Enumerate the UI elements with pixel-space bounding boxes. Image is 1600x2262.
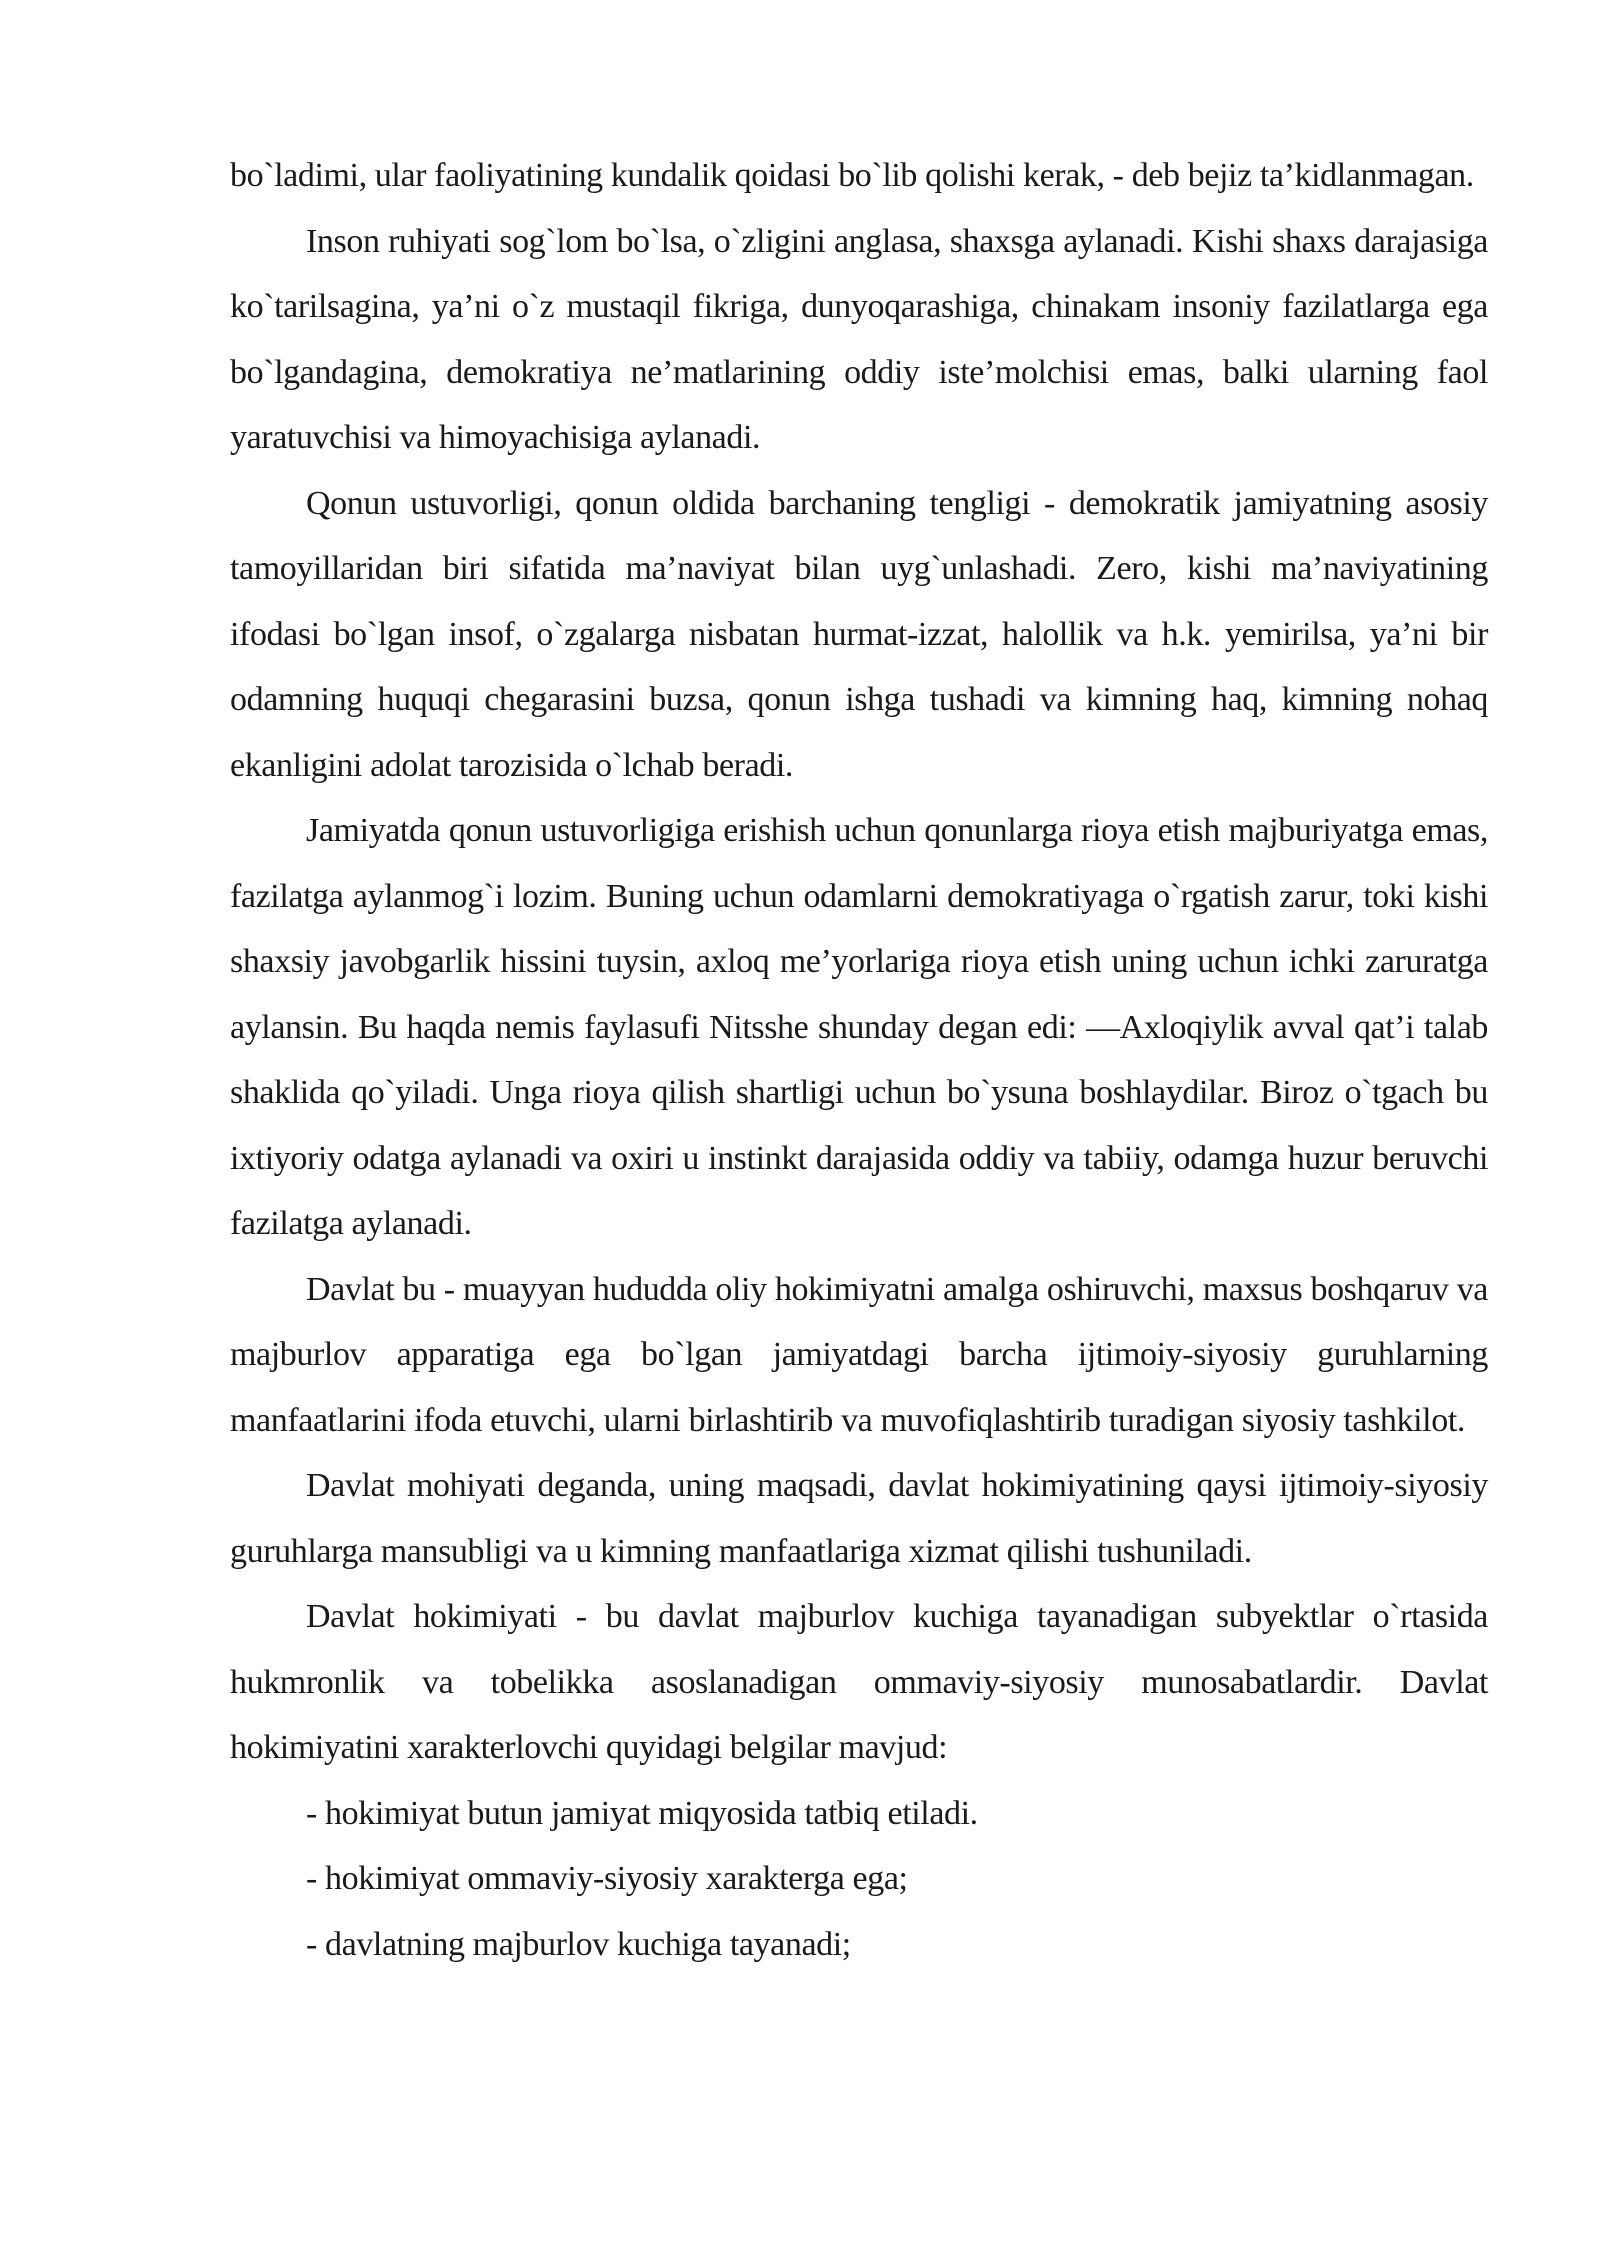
list-item: - davlatning majburlov kuchiga tayanadi;	[306, 1925, 851, 1963]
list-item: - hokimiyat butun jamiyat miqyosida tatbiq etiladi.	[306, 1794, 978, 1832]
paragraph-davlat-definition: Davlat bu - muayyan hududda oliy hokimiyatni amalga oshiruvchi, maxsus boshqaruv va majburlov apparatiga ega bo`lgan jamiyatdagi barcha ijtimoiy-siyosiy guruhlarning manfaatlarini ifoda etuvchi, ularni birlashtirib va muvofiqlashtirib turadigan siyosiy tashkilot.	[230, 1270, 1488, 1439]
paragraph-inson-ruhiyati: Inson ruhiyati sog`lom bo`lsa, o`zligini anglasa, shaxsga aylanadi. Kishi shaxs darajasiga ko`tarilsagina, ya’ni o`z mustaqil fikriga, dunyoqarashiga, chinakam insoniy fazilatlarga ega bo`lgandagina, demokratiya ne’matlarining oddiy iste’molchisi emas, balki ularning faol yaratuvchisi va himoyachisiga aylanadi.	[230, 222, 1488, 456]
document-body	[230, 143, 1488, 1977]
paragraph-davlat-mohiyati: Davlat mohiyati deganda, uning maqsadi, davlat hokimiyatining qaysi ijtimoiy-siyosiy guruhlarga mansubligi va u kimning manfaatlariga xizmat qilishi tushuniladi.	[230, 1467, 1488, 1570]
paragraph-davlat-hokimiyati: Davlat hokimiyati - bu davlat majburlov kuchiga tayanadigan subyektlar o`rtasida hukmronlik va tobelikka asoslanadigan ommaviy-siyosiy munosabatlardir. Davlat hokimiyatini xarakterlovchi quyidagi belgilar mavjud:	[230, 1598, 1488, 1766]
paragraph-qonun-ustuvorligi: Qonun ustuvorligi, qonun oldida barchaning tengligi - demokratik jamiyatning asosiy tamoyillaridan biri sifatida ma’naviyat bilan uyg`unlashadi. Zero, kishi ma’naviyatining ifodasi bo`lgan insof, o`zgalarga nisbatan hurmat-izzat, halollik va h.k. yemirilsa, ya’ni bir odamning huquqi chegarasini buzsa, qonun ishga tushadi va kimning haq, kimning nohaq ekanligini adolat tarozisida o`lchab beradi.	[230, 484, 1488, 784]
list-item: - hokimiyat ommaviy-siyosiy xarakterga ega;	[306, 1860, 908, 1897]
paragraph-jamiyatda-qonun: Jamiyatda qonun ustuvorligiga erishish uchun qonunlarga rioya etish majburiyatga emas, fazilatga aylanmog`i lozim. Buning uchun odamlarni demokratiyaga o`rgatish zarur, toki kishi shaxsiy javobgarlik hissini tuysin, axloq me’yorlariga rioya etish uning uchun ichki zaruratga aylansin. Bu haqda nemis faylasufi Nitsshe shunday degan edi: ―Axloqiylik avval qat’i talab shaklida qo`yiladi. Unga rioya qilish shartligi uchun bo`ysuna boshlaydilar. Biroz o`tgach bu ixtiyoriy odatga aylanadi va oxiri u instinkt darajasida oddiy va tabiiy, odamga huzur beruvchi fazilatga aylanadi.	[230, 812, 1488, 1242]
paragraph-continuation: bo`ladimi, ular faoliyatining kundalik qoidasi bo`lib qolishi kerak, - deb bejiz ta’kidlanmagan.	[230, 157, 1474, 194]
